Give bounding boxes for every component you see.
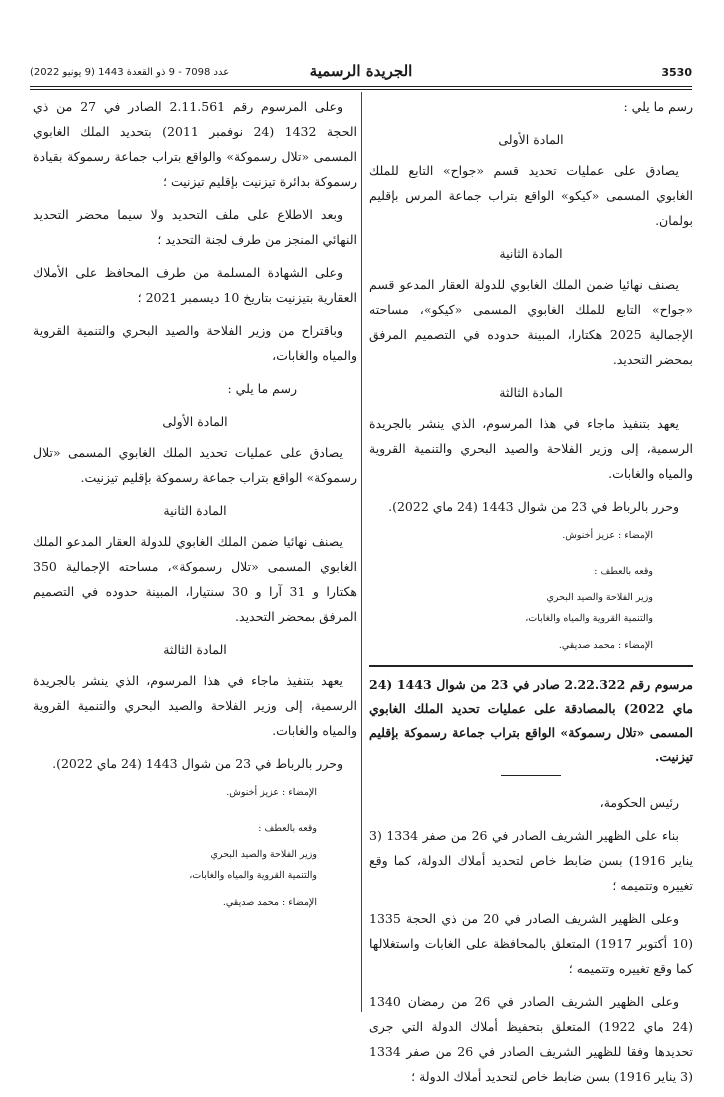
minister-title-line1: وزير الفلاحة والصيد البحري [546, 592, 653, 603]
article2-heading-2: المادة الثانية [163, 503, 227, 518]
done-at-2: وحرر بالرباط في 23 من شوال 1443 (24 ماي 2022). [52, 756, 343, 771]
pm-signature: الإمضاء : عزيز أخنوش. [562, 530, 653, 541]
pm-signature-2: الإمضاء : عزيز أخنوش. [226, 787, 317, 798]
recital-1: بناء على الظهير الشريف الصادر في 26 من صفر 1334 (3 يناير 1916) بسن ضابط خاص لتحديد أملاك الدولة، كما وقع تغييره وتتميمه ؛ [369, 828, 693, 893]
page-number: 3530 [661, 66, 692, 79]
countersigned-label-2: وقعه بالعطف : [258, 823, 317, 834]
recital-3: وعلى الظهير الشريف الصادر في 26 من رمضان 1340 (24 ماي 1922) المتعلق بتحفيظ أملاك الدولة التي جرى تحديدها وفقا للظهير الشريف الصادر في 26 من صفر 1334 (3 يناير 1916) بسن ضابط خاص لتحديد أملاك الدولة ؛ [369, 994, 694, 1084]
column-divider [361, 92, 362, 1012]
header-rule [30, 86, 692, 87]
article3-text: يعهد بتنفيذ ماجاء في هذا المرسوم، الذي ينشر بالجريدة الرسمية، إلى وزير الفلاحة والصيد البحري والتنمية القروية والمياه والغابات. [369, 416, 693, 481]
article2-text: يصنف نهائيا ضمن الملك الغابوي للدولة العقار المدعو قسم «جواح» التابع للملك الغابوي المسمى «كيكو»، مساحته الإجمالية 2025 هكتارا، المبينة حدوده في التصميم المرفق بمحضر التحديد. [369, 277, 693, 367]
recital-4: وعلى المرسوم رقم 2.11.561 الصادر في 27 من ذي الحجة 1432 (24 نوفمبر 2011) بتحديد الملك الغابوي المسمى «تلال رسموكة» والواقع بتراب جماعة رسموكة بقيادة رسموكة بدائرة تيزنيت بإقليم تيزنيت ؛ [33, 99, 357, 189]
recital-6: وعلى الشهادة المسلمة من طرف المحافظ على الأملاك العقارية بتيزنيت بتاريخ 10 ديسمبر 2021 ؛ [33, 265, 357, 305]
article3-heading: المادة الثالثة [499, 385, 563, 400]
decree-separator [369, 665, 693, 667]
article3-text-2: يعهد بتنفيذ ماجاء في هذا المرسوم، الذي ينشر بالجريدة الرسمية، إلى وزير الفلاحة والصيد البحري والتنمية القروية والمياه والغابات. [33, 673, 357, 738]
article1-heading: المادة الأولى [498, 132, 564, 147]
recital-5: وبعد الاطلاع على ملف التحديد ولا سيما محضر التحديد النهائي المنجز من طرف لجنة التحديد ؛ [33, 207, 357, 247]
minister-signature: الإمضاء : محمد صديقي. [558, 640, 653, 651]
article2-text-2: يصنف نهائيا ضمن الملك الغابوي للدولة العقار المدعو الملك الغابوي المسمى «تلال رسموكة»، مساحته الإجمالية 350 هكتارا و 31 آرا و 30 سنتيارا، المبينة حدوده في التصميم المرفق بمحضر التحديد. [33, 534, 357, 624]
done-at: وحرر بالرباط في 23 من شوال 1443 (24 ماي 2022). [388, 499, 679, 514]
short-rule [501, 775, 561, 776]
recital-2: وعلى الظهير الشريف الصادر في 20 من ذي الحجة 1335 (10 أكتوبر 1917) المتعلق بالمحافظة على الغابات واستغلالها كما وقع تغييره وتتميمه ؛ [369, 911, 693, 976]
left-column [33, 94, 357, 912]
journal-title: الجريدة الرسمية [309, 62, 413, 80]
page-header [30, 62, 692, 84]
article1-text-2: يصادق على عمليات تحديد الملك الغابوي المسمى «تلال رسموكة» الواقع بتراب جماعة رسموكة بإقليم تيزنيت. [33, 445, 357, 485]
head-of-government: رئيس الحكومة، [599, 795, 679, 810]
minister-title-line1-2: وزير الفلاحة والصيد البحري [210, 849, 317, 860]
decreed-line-2: رسم ما يلي : [227, 381, 297, 396]
header-rule-thin [30, 89, 692, 90]
decree-title: مرسوم رقم 2.22.322 صادر في 23 من شوال 1443 (24 ماي 2022) بالمصادقة على عمليات تحديد الملك الغابوي المسمى «تلال رسموكة» الواقع بتراب جماعة رسموكة بإقليم تيزنيت. [369, 677, 693, 764]
minister-title-line2-2: والتنمية القروية والمياه والغابات، [189, 870, 317, 881]
article2-heading: المادة الثانية [499, 246, 563, 261]
issue-info: عدد 7098 - 9 ذو القعدة 1443 (9 يونيو 2022) [30, 67, 230, 78]
article1-heading-2: المادة الأولى [162, 414, 228, 429]
right-column [369, 94, 693, 1097]
minister-title-line2: والتنمية القروية والمياه والغابات، [525, 613, 653, 624]
countersigned-label: وقعه بالعطف : [594, 566, 653, 577]
article3-heading-2: المادة الثالثة [163, 642, 227, 657]
recital-7: وباقتراح من وزير الفلاحة والصيد البحري والتنمية القروية والمياه والغابات، [33, 323, 357, 363]
minister-signature-2: الإمضاء : محمد صديقي. [222, 897, 317, 908]
article1-text: يصادق على عمليات تحديد قسم «جواح» التابع للملك الغابوي المسمى «كيكو» الواقع بتراب جماعة المرس بإقليم بولمان. [369, 163, 693, 228]
decreed-line: رسم ما يلي : [623, 99, 693, 114]
